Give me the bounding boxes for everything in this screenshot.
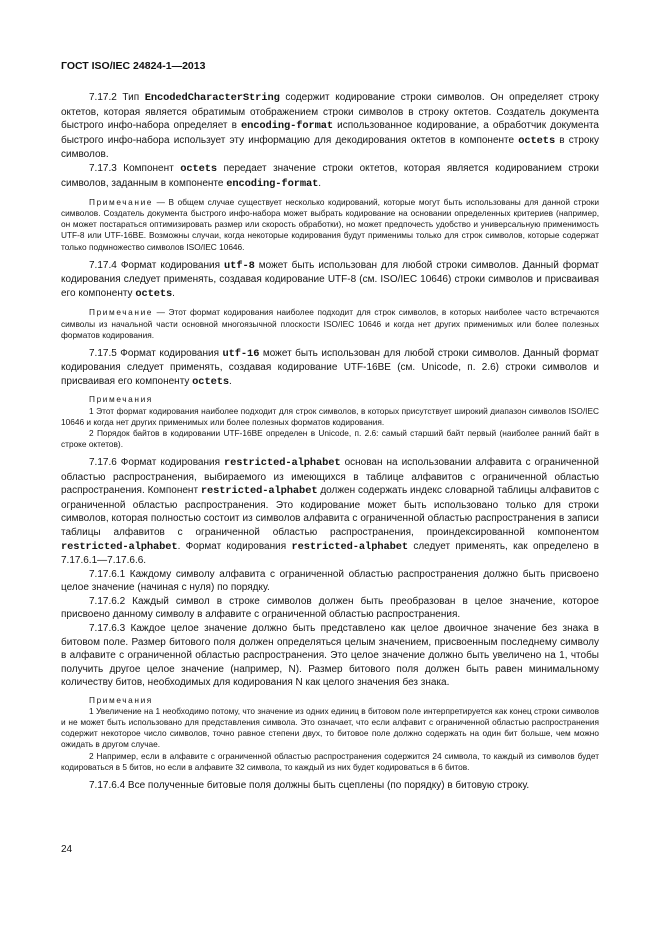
paragraph-7-17-6-3: 7.17.6.3 Каждое целое значение должно быть представлено как целое двоичное значение без знака в битовом поле. Размер битового поля должен определяться целым значением, присвоенным последнему символу в алфавите с ограниченной областью распространения. Это целое значение должно быть увеличено на 1, чтобы получить другое целое значение (например, N). Размер битового поля должен быть равен минимальному количеству битов, необходимых для кодирования N как целого значения без знака. — [61, 623, 599, 689]
document-header: ГОСТ ISO/IEC 24824-1—2013 — [61, 60, 206, 72]
page-number: 24 — [61, 844, 73, 855]
text-run: 7.17.2 Тип — [89, 92, 145, 103]
code-term: restricted-alphabet — [291, 540, 409, 553]
code-term: restricted-alphabet — [61, 540, 178, 553]
text-run: может быть использован для любой строки символов. Данный формат кодирования следует применять, создавая кодирование UTF-16BE (см. Unicode, п. 2.6) строки символов и присваивая его компоненту — [61, 347, 599, 387]
code-term: utf-8 — [224, 259, 255, 272]
note-label: Примечание — [89, 197, 154, 208]
note-text: — В общем случае существует несколько кодирований, которые могут быть использованы для данной строки символов. Создатель документа быстрого инфо-набора может выбрать кодирование на основании определенных критериев (например, он может постараться оптимизировать размер или скорость обработки), но может предпочесть удобство и универсальную применимость UTF-8 или UTF-16BE. Возможны случаи, когда некоторые кодирования будут применимы только для строк символов, которые содержат только подмножество символов ISO/IEC 10646. — [61, 197, 599, 252]
code-term: octets — [192, 375, 229, 388]
text-run: содержит кодирование строки символов. Он определяет строку октетов, которая является обратимым отображением строки символов в строку октетов. Создатель документа быстрого инфо-набора определяет в — [61, 92, 599, 132]
notes-label: Примечания — [89, 695, 153, 706]
text-run: . Формат кодирования — [177, 540, 292, 552]
code-term: octets — [518, 134, 556, 147]
code-term: utf-16 — [222, 347, 260, 360]
paragraph-7-17-6-2: 7.17.6.2 Каждый символ в строке символов должен быть преобразован в целое значение, которое присвоено данному символу в алфавите с ограниченной областью распространения. — [61, 595, 599, 621]
code-term: restricted-alphabet — [224, 456, 341, 469]
paragraph-7-17-3 — [61, 162, 599, 191]
text-run: может быть использован для любой строки символов. Данный формат кодирования следует применять, создавая кодирование UTF-8 (см. ISO/IEC 10646) строки символов и присваивая его компоненту — [61, 259, 599, 299]
note-3-1: 1 Этот формат кодирования наиболее подходит для строк символов, в которых присутствует широкий диапазон символов ISO/IEC 10646 и когда нет других применимых или более полезных форматов кодирования. — [61, 405, 599, 427]
note-1 — [61, 197, 599, 252]
code-term: EncodedCharacterString — [144, 92, 280, 104]
text-run: следует применять, как определено в 7.17.6.1—7.17.6.6. — [61, 540, 599, 567]
text-run: 7.17.3 Компонент — [89, 162, 181, 174]
notes-heading — [61, 394, 599, 405]
text-run: . — [318, 177, 322, 189]
code-term: octets — [135, 287, 173, 300]
notes-heading — [61, 695, 599, 706]
text-run: 7.17.4 Формат кодирования — [89, 259, 225, 271]
note-3-2: 2 Порядок байтов в кодировании UTF-16BE определен в Unicode, п. 2.6: самый старший байт первый (наиболее ранний байт в строке октетов). — [61, 427, 599, 449]
paragraph-7-17-6 — [61, 456, 599, 568]
code-term: encoding-format — [241, 120, 334, 133]
text-run: передает значение строки октетов, которая является кодированием строки символов, заданным в компоненте — [61, 162, 599, 189]
text-run: основан на использовании алфавита с ограниченной областью распространения, выбираемого из имеющихся в таблице алфавитов с ограниченной областью распространения. Компонент — [61, 456, 599, 497]
code-term: restricted-alphabet — [200, 485, 318, 498]
text-run: . — [172, 287, 175, 299]
paragraph-7-17-4 — [61, 259, 599, 302]
paragraph-7-17-2 — [61, 91, 599, 162]
code-term: encoding-format — [226, 177, 319, 190]
paragraph-7-17-6-1: 7.17.6.1 Каждому символу алфавита с ограниченной областью распространения должно быть присвоено целое значение (начиная с нуля) по порядку. — [61, 568, 599, 594]
text-run: должен содержать индекс словарной таблицы алфавитов с ограниченной областью распространения. Это кодирование может быть использовано только для строки символов, которая полностью состоит из символов алфавита с ограниченной областью распространения в записи таблицы алфавитов с ограниченной областью распространения, проиндексированной компонентом — [61, 485, 600, 538]
document-body — [61, 91, 599, 792]
note-label: Примечание — [89, 307, 154, 318]
text-run: 7.17.6 Формат кодирования — [89, 456, 224, 468]
text-run: 7.17.5 Формат кодирования — [89, 347, 223, 359]
text-run: в строку символов. — [61, 134, 599, 161]
code-term: octets — [180, 162, 218, 175]
note-4-1: 1 Увеличение на 1 необходимо потому, что значение из одних единиц в битовом поле интерпретируется как конец строки символов и не может быть использовано для представления символа. Это означает, что если алфавит с ограниченной областью распространения содержит некоторое число символов, точно равное степени двух, то битовое поле должно содержать на один бит больше, чем можно ожидать в другом случае. — [61, 706, 599, 750]
note-4-2: 2 Например, если в алфавите с ограниченной областью распространения содержится 24 символа, то каждый из символов будет кодироваться в 5 битов, но если в алфавите 32 символа, то каждый из них будет кодироваться в 6 битов. — [61, 750, 599, 772]
paragraph-7-17-5 — [61, 347, 599, 390]
note-text: — Этот формат кодирования наиболее подходит для строк символов, в которых наиболее часто встречаются символы из начальной части основной многоязычной плоскости ISO/IEC 10646 и когда нет других применимых или более полезных форматов кодирования. — [61, 307, 599, 340]
text-run: . — [228, 375, 232, 387]
note-2 — [61, 307, 599, 340]
notes-label: Примечания — [89, 394, 153, 405]
text-run: использованное кодирование, а обработчик документа быстрого инфо-набора использует эту информацию для декодирования октетов в компоненте — [61, 120, 599, 146]
paragraph-7-17-6-4: 7.17.6.4 Все полученные битовые поля должны быть сцеплены (по порядку) в битовую строку. — [89, 779, 530, 791]
